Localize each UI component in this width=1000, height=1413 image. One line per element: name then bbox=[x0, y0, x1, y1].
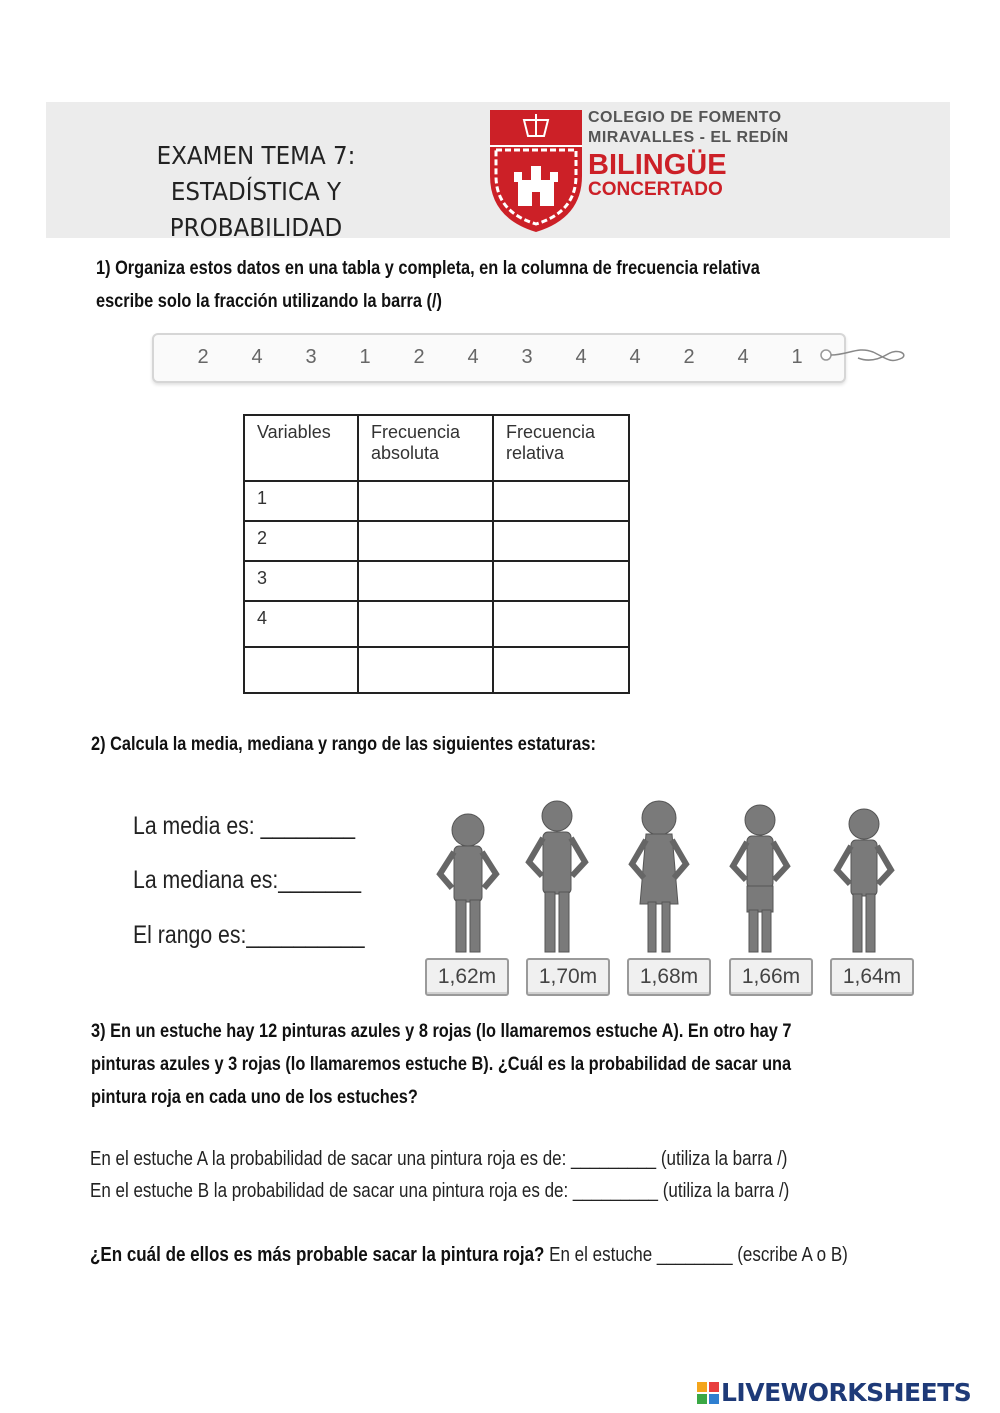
school-concertado: CONCERTADO bbox=[588, 179, 723, 200]
data-value: 3 bbox=[521, 346, 533, 368]
table-cell-relativa-input[interactable] bbox=[493, 521, 629, 561]
question-1-line1: 1) Organiza estos datos en una tabla y completa, en la columna de frecuencia relativa bbox=[96, 258, 760, 279]
estuche-b-answer[interactable]: En el estuche B la probabilidad de sacar una pintura roja es de: _________ (utiliza la barra /) bbox=[90, 1180, 790, 1202]
height-label-4: 1,66m bbox=[729, 958, 813, 996]
table-cell-variable: 1 bbox=[244, 481, 358, 521]
table-cell-relativa-input[interactable] bbox=[493, 481, 629, 521]
header-frecuencia-absoluta: Frecuencia absoluta bbox=[358, 415, 493, 481]
child-figure-2 bbox=[529, 801, 585, 952]
height-label-2: 1,70m bbox=[526, 958, 610, 996]
school-name-line2: MIRAVALLES - EL REDÍN bbox=[588, 129, 789, 146]
table-cell-variable: 4 bbox=[244, 601, 358, 647]
exam-title-line2: ESTADÍSTICA Y PROBABILIDAD bbox=[169, 177, 343, 242]
table-cell-absoluta-input[interactable] bbox=[358, 601, 493, 647]
table-cell-variable: 2 bbox=[244, 521, 358, 561]
data-value: 4 bbox=[467, 346, 479, 368]
table-row bbox=[244, 647, 629, 693]
question-1-line2: escribe solo la fracción utilizando la barra (/) bbox=[96, 291, 442, 312]
frequency-table bbox=[243, 414, 630, 694]
table-row bbox=[244, 601, 629, 647]
height-label-5: 1,64m bbox=[830, 958, 914, 996]
table-cell-absoluta-input[interactable] bbox=[358, 481, 493, 521]
data-value: 1 bbox=[359, 346, 371, 368]
table-cell-absoluta-input[interactable] bbox=[358, 521, 493, 561]
final-question-bold: ¿En cuál de ellos es más probable sacar la pintura roja? bbox=[90, 1244, 545, 1266]
height-label-3: 1,68m bbox=[627, 958, 711, 996]
question-3-line2: pinturas azules y 3 rojas (lo llamaremos estuche B). ¿Cuál es la probabilidad de sacar una bbox=[91, 1054, 792, 1075]
question-2: 2) Calcula la media, mediana y rango de las siguientes estaturas: bbox=[91, 734, 596, 755]
child-figure-4 bbox=[733, 805, 787, 952]
rango-answer[interactable]: El rango es:__________ bbox=[133, 921, 365, 949]
question-1 bbox=[96, 252, 870, 318]
question-3-line1: 3) En un estuche hay 12 pinturas azules y 8 rojas (lo llamaremos estuche A). En otro hay 7 bbox=[91, 1021, 792, 1042]
table-cell-absoluta-input[interactable] bbox=[358, 561, 493, 601]
school-bilingual: BILINGÜE bbox=[588, 149, 727, 181]
table-cell-variable-input[interactable] bbox=[244, 647, 358, 693]
liveworksheets-icon bbox=[697, 1382, 719, 1404]
school-name bbox=[588, 108, 789, 200]
header-variables: Variables bbox=[244, 415, 358, 481]
mediana-answer[interactable]: La mediana es:_______ bbox=[133, 866, 362, 894]
header-banner bbox=[46, 102, 950, 242]
table-row bbox=[244, 481, 629, 521]
child-figure-5 bbox=[837, 809, 891, 952]
final-question-answer[interactable]: En el estuche ________ (escribe A o B) bbox=[544, 1244, 848, 1266]
liveworksheets-brand: LIVEWORKSHEETS bbox=[721, 1378, 972, 1407]
table-cell-variable: 3 bbox=[244, 561, 358, 601]
table-cell-absoluta-input[interactable] bbox=[358, 647, 493, 693]
data-value: 1 bbox=[791, 346, 803, 368]
child-figure-3 bbox=[632, 801, 686, 952]
data-value: 4 bbox=[251, 346, 263, 368]
school-name-line1: COLEGIO DE FOMENTO bbox=[588, 109, 782, 126]
data-value: 2 bbox=[197, 346, 209, 368]
liveworksheets-logo bbox=[697, 1378, 997, 1408]
exam-title bbox=[90, 138, 421, 246]
final-question bbox=[90, 1244, 848, 1267]
table-row bbox=[244, 561, 629, 601]
data-value: 2 bbox=[413, 346, 425, 368]
table-cell-relativa-input[interactable] bbox=[493, 647, 629, 693]
media-answer[interactable]: La media es: ________ bbox=[133, 812, 356, 840]
tape-string-icon bbox=[818, 340, 908, 370]
data-value: 3 bbox=[305, 346, 317, 368]
data-tape-values bbox=[154, 335, 844, 381]
table-row bbox=[244, 521, 629, 561]
data-tape bbox=[152, 333, 846, 383]
table-header-row bbox=[244, 415, 629, 481]
table-cell-relativa-input[interactable] bbox=[493, 561, 629, 601]
estuche-a-answer[interactable]: En el estuche A la probabilidad de sacar una pintura roja es de: _________ (utiliza la barra /) bbox=[90, 1148, 788, 1170]
child-figure-1 bbox=[440, 814, 496, 952]
table-cell-relativa-input[interactable] bbox=[493, 601, 629, 647]
data-value: 2 bbox=[683, 346, 695, 368]
data-value: 4 bbox=[575, 346, 587, 368]
school-crest-icon bbox=[486, 106, 586, 234]
question-3-line3: pintura roja en cada uno de los estuches? bbox=[91, 1087, 418, 1108]
question-3 bbox=[91, 1015, 951, 1114]
header-frecuencia-relativa: Frecuencia relativa bbox=[493, 415, 629, 481]
height-label-1: 1,62m bbox=[425, 958, 509, 996]
exam-title-line1: EXAMEN TEMA 7: bbox=[156, 141, 356, 170]
data-value: 4 bbox=[629, 346, 641, 368]
data-value: 4 bbox=[737, 346, 749, 368]
